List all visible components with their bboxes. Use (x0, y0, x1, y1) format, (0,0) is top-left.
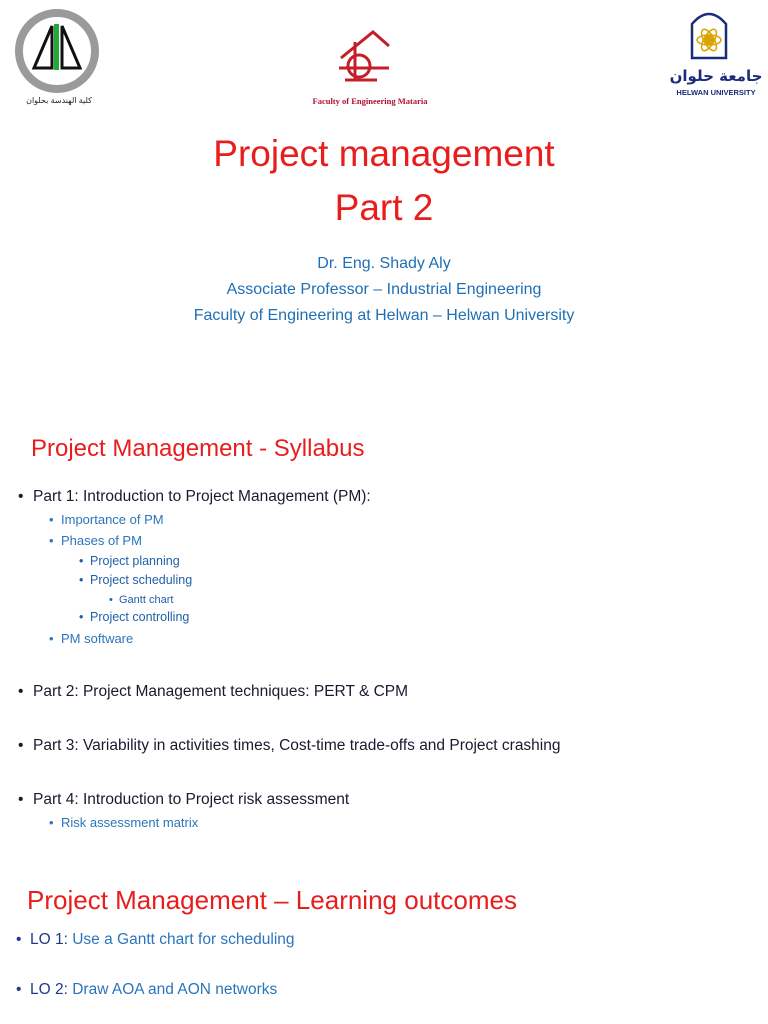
syllabus-subitem: • Project controlling (79, 610, 190, 624)
syllabus-item: • Phases of PM (49, 533, 142, 548)
syllabus-part2: • Part 2: Project Management techniques: PERT & CPM (18, 683, 409, 700)
syllabus-subsubitem: • Gantt chart (109, 594, 174, 606)
author-name: Dr. Eng. Shady Aly (317, 255, 451, 272)
syllabus-heading: Project Management - Syllabus (31, 435, 365, 462)
syllabus-subitem: • Project scheduling (79, 573, 193, 587)
faculty-logo (14, 8, 100, 94)
syllabus-item: • Importance of PM (49, 512, 164, 527)
syllabus-part3: • Part 3: Variability in activities times, Cost-time trade-offs and Project crashing (18, 737, 561, 754)
page-title-line2: Part 2 (334, 187, 434, 228)
mataria-logo-caption: Faculty of Engineering Mataria (312, 96, 428, 106)
learning-outcome-2: • LO 2: Draw AOA and AON networks (16, 981, 278, 998)
syllabus-part4: • Part 4: Introduction to Project risk assessment (18, 791, 350, 808)
mataria-logo (333, 28, 395, 88)
syllabus-subitem: • Project planning (79, 554, 180, 568)
helwan-university-logo (666, 8, 766, 98)
outcomes-heading: Project Management – Learning outcomes (27, 885, 517, 915)
learning-outcome-1: • LO 1: Use a Gantt chart for scheduling (16, 931, 295, 948)
syllabus-part1: • Part 1: Introduction to Project Management (PM): (18, 488, 371, 505)
syllabus-item: • PM software (49, 631, 134, 646)
page-title-line1: Project management (213, 133, 555, 174)
faculty-logo-caption: كلية الهندسة بحلوان (26, 96, 92, 105)
syllabus-item: • Risk assessment matrix (49, 815, 199, 830)
author-affiliation: Faculty of Engineering at Helwan – Helwan University (193, 307, 575, 324)
helwan-logo-english: HELWAN UNIVERSITY (676, 88, 756, 97)
helwan-logo-arabic: جامعة حلوان (669, 67, 763, 85)
author-position: Associate Professor – Industrial Engineering (226, 281, 542, 298)
